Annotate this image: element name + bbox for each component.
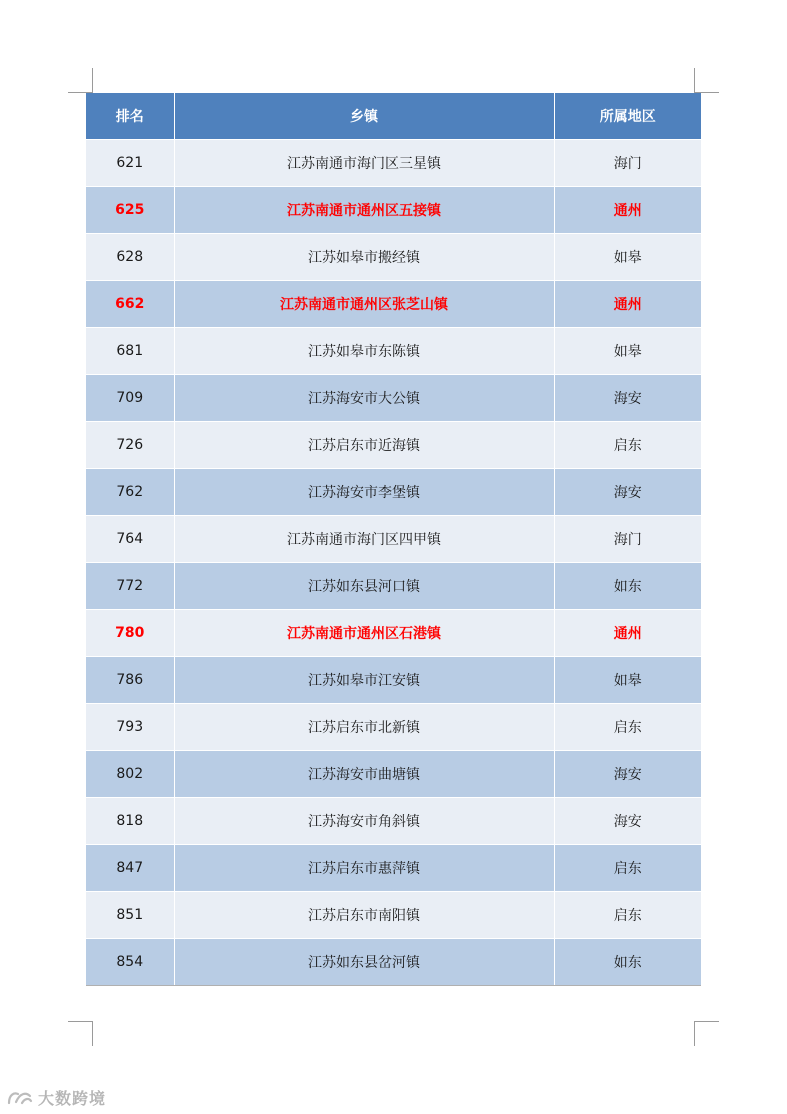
rank-cell: 709 xyxy=(86,375,174,422)
rank-cell: 764 xyxy=(86,516,174,563)
region-cell: 如东 xyxy=(554,939,701,986)
town-cell: 江苏如皋市搬经镇 xyxy=(174,234,554,281)
town-cell: 江苏启东市北新镇 xyxy=(174,704,554,751)
table-row xyxy=(86,234,701,281)
table-row xyxy=(86,845,701,892)
town-cell: 江苏南通市海门区三星镇 xyxy=(174,140,554,187)
table-row xyxy=(86,751,701,798)
table-row xyxy=(86,516,701,563)
table-row xyxy=(86,704,701,751)
rank-cell: 847 xyxy=(86,845,174,892)
town-cell: 江苏如东县河口镇 xyxy=(174,563,554,610)
rank-cell: 851 xyxy=(86,892,174,939)
rank-cell: 662 xyxy=(86,281,174,328)
table-row xyxy=(86,610,701,657)
table-row xyxy=(86,469,701,516)
table-row xyxy=(86,422,701,469)
region-cell: 海安 xyxy=(554,469,701,516)
region-cell: 通州 xyxy=(554,610,701,657)
ranking-table xyxy=(86,93,701,986)
town-cell: 江苏南通市通州区张芝山镇 xyxy=(174,281,554,328)
header-region: 所属地区 xyxy=(554,93,701,140)
rank-cell: 772 xyxy=(86,563,174,610)
rank-cell: 802 xyxy=(86,751,174,798)
town-cell: 江苏如皋市江安镇 xyxy=(174,657,554,704)
region-cell: 如东 xyxy=(554,563,701,610)
town-cell: 江苏海安市李堡镇 xyxy=(174,469,554,516)
town-cell: 江苏海安市曲塘镇 xyxy=(174,751,554,798)
crop-mark-top-right xyxy=(694,68,719,93)
crop-mark-bottom-left xyxy=(68,1021,93,1046)
rank-cell: 818 xyxy=(86,798,174,845)
rank-cell: 628 xyxy=(86,234,174,281)
logo-mark-icon xyxy=(6,1089,34,1107)
town-cell: 江苏南通市通州区石港镇 xyxy=(174,610,554,657)
town-cell: 江苏海安市角斜镇 xyxy=(174,798,554,845)
rank-cell: 786 xyxy=(86,657,174,704)
rank-cell: 854 xyxy=(86,939,174,986)
town-cell: 江苏南通市海门区四甲镇 xyxy=(174,516,554,563)
town-cell: 江苏海安市大公镇 xyxy=(174,375,554,422)
region-cell: 启东 xyxy=(554,845,701,892)
town-cell: 江苏启东市近海镇 xyxy=(174,422,554,469)
region-cell: 海安 xyxy=(554,751,701,798)
region-cell: 海门 xyxy=(554,140,701,187)
table-row xyxy=(86,798,701,845)
rank-cell: 762 xyxy=(86,469,174,516)
region-cell: 如皋 xyxy=(554,328,701,375)
region-cell: 海安 xyxy=(554,798,701,845)
town-cell: 江苏启东市南阳镇 xyxy=(174,892,554,939)
rank-cell: 726 xyxy=(86,422,174,469)
town-cell: 江苏启东市惠萍镇 xyxy=(174,845,554,892)
table-row xyxy=(86,892,701,939)
rank-cell: 780 xyxy=(86,610,174,657)
table-row xyxy=(86,140,701,187)
watermark-text: 大数跨境 xyxy=(38,1089,107,1108)
table-header-row xyxy=(86,93,701,140)
region-cell: 通州 xyxy=(554,187,701,234)
region-cell: 启东 xyxy=(554,704,701,751)
header-town: 乡镇 xyxy=(174,93,554,140)
town-cell: 江苏如皋市东陈镇 xyxy=(174,328,554,375)
table-row xyxy=(86,328,701,375)
rank-cell: 793 xyxy=(86,704,174,751)
crop-mark-bottom-right xyxy=(694,1021,719,1046)
table-row xyxy=(86,187,701,234)
region-cell: 启东 xyxy=(554,892,701,939)
table-row xyxy=(86,281,701,328)
table-row xyxy=(86,939,701,986)
region-cell: 启东 xyxy=(554,422,701,469)
rank-cell: 681 xyxy=(86,328,174,375)
crop-mark-top-left xyxy=(68,68,93,93)
rank-cell: 625 xyxy=(86,187,174,234)
table-row xyxy=(86,375,701,422)
region-cell: 通州 xyxy=(554,281,701,328)
region-cell: 海门 xyxy=(554,516,701,563)
region-cell: 如皋 xyxy=(554,234,701,281)
watermark xyxy=(6,1086,106,1109)
region-cell: 海安 xyxy=(554,375,701,422)
region-cell: 如皋 xyxy=(554,657,701,704)
header-rank: 排名 xyxy=(86,93,174,140)
table-row xyxy=(86,657,701,704)
rank-cell: 621 xyxy=(86,140,174,187)
town-cell: 江苏如东县岔河镇 xyxy=(174,939,554,986)
table-row xyxy=(86,563,701,610)
town-cell: 江苏南通市通州区五接镇 xyxy=(174,187,554,234)
